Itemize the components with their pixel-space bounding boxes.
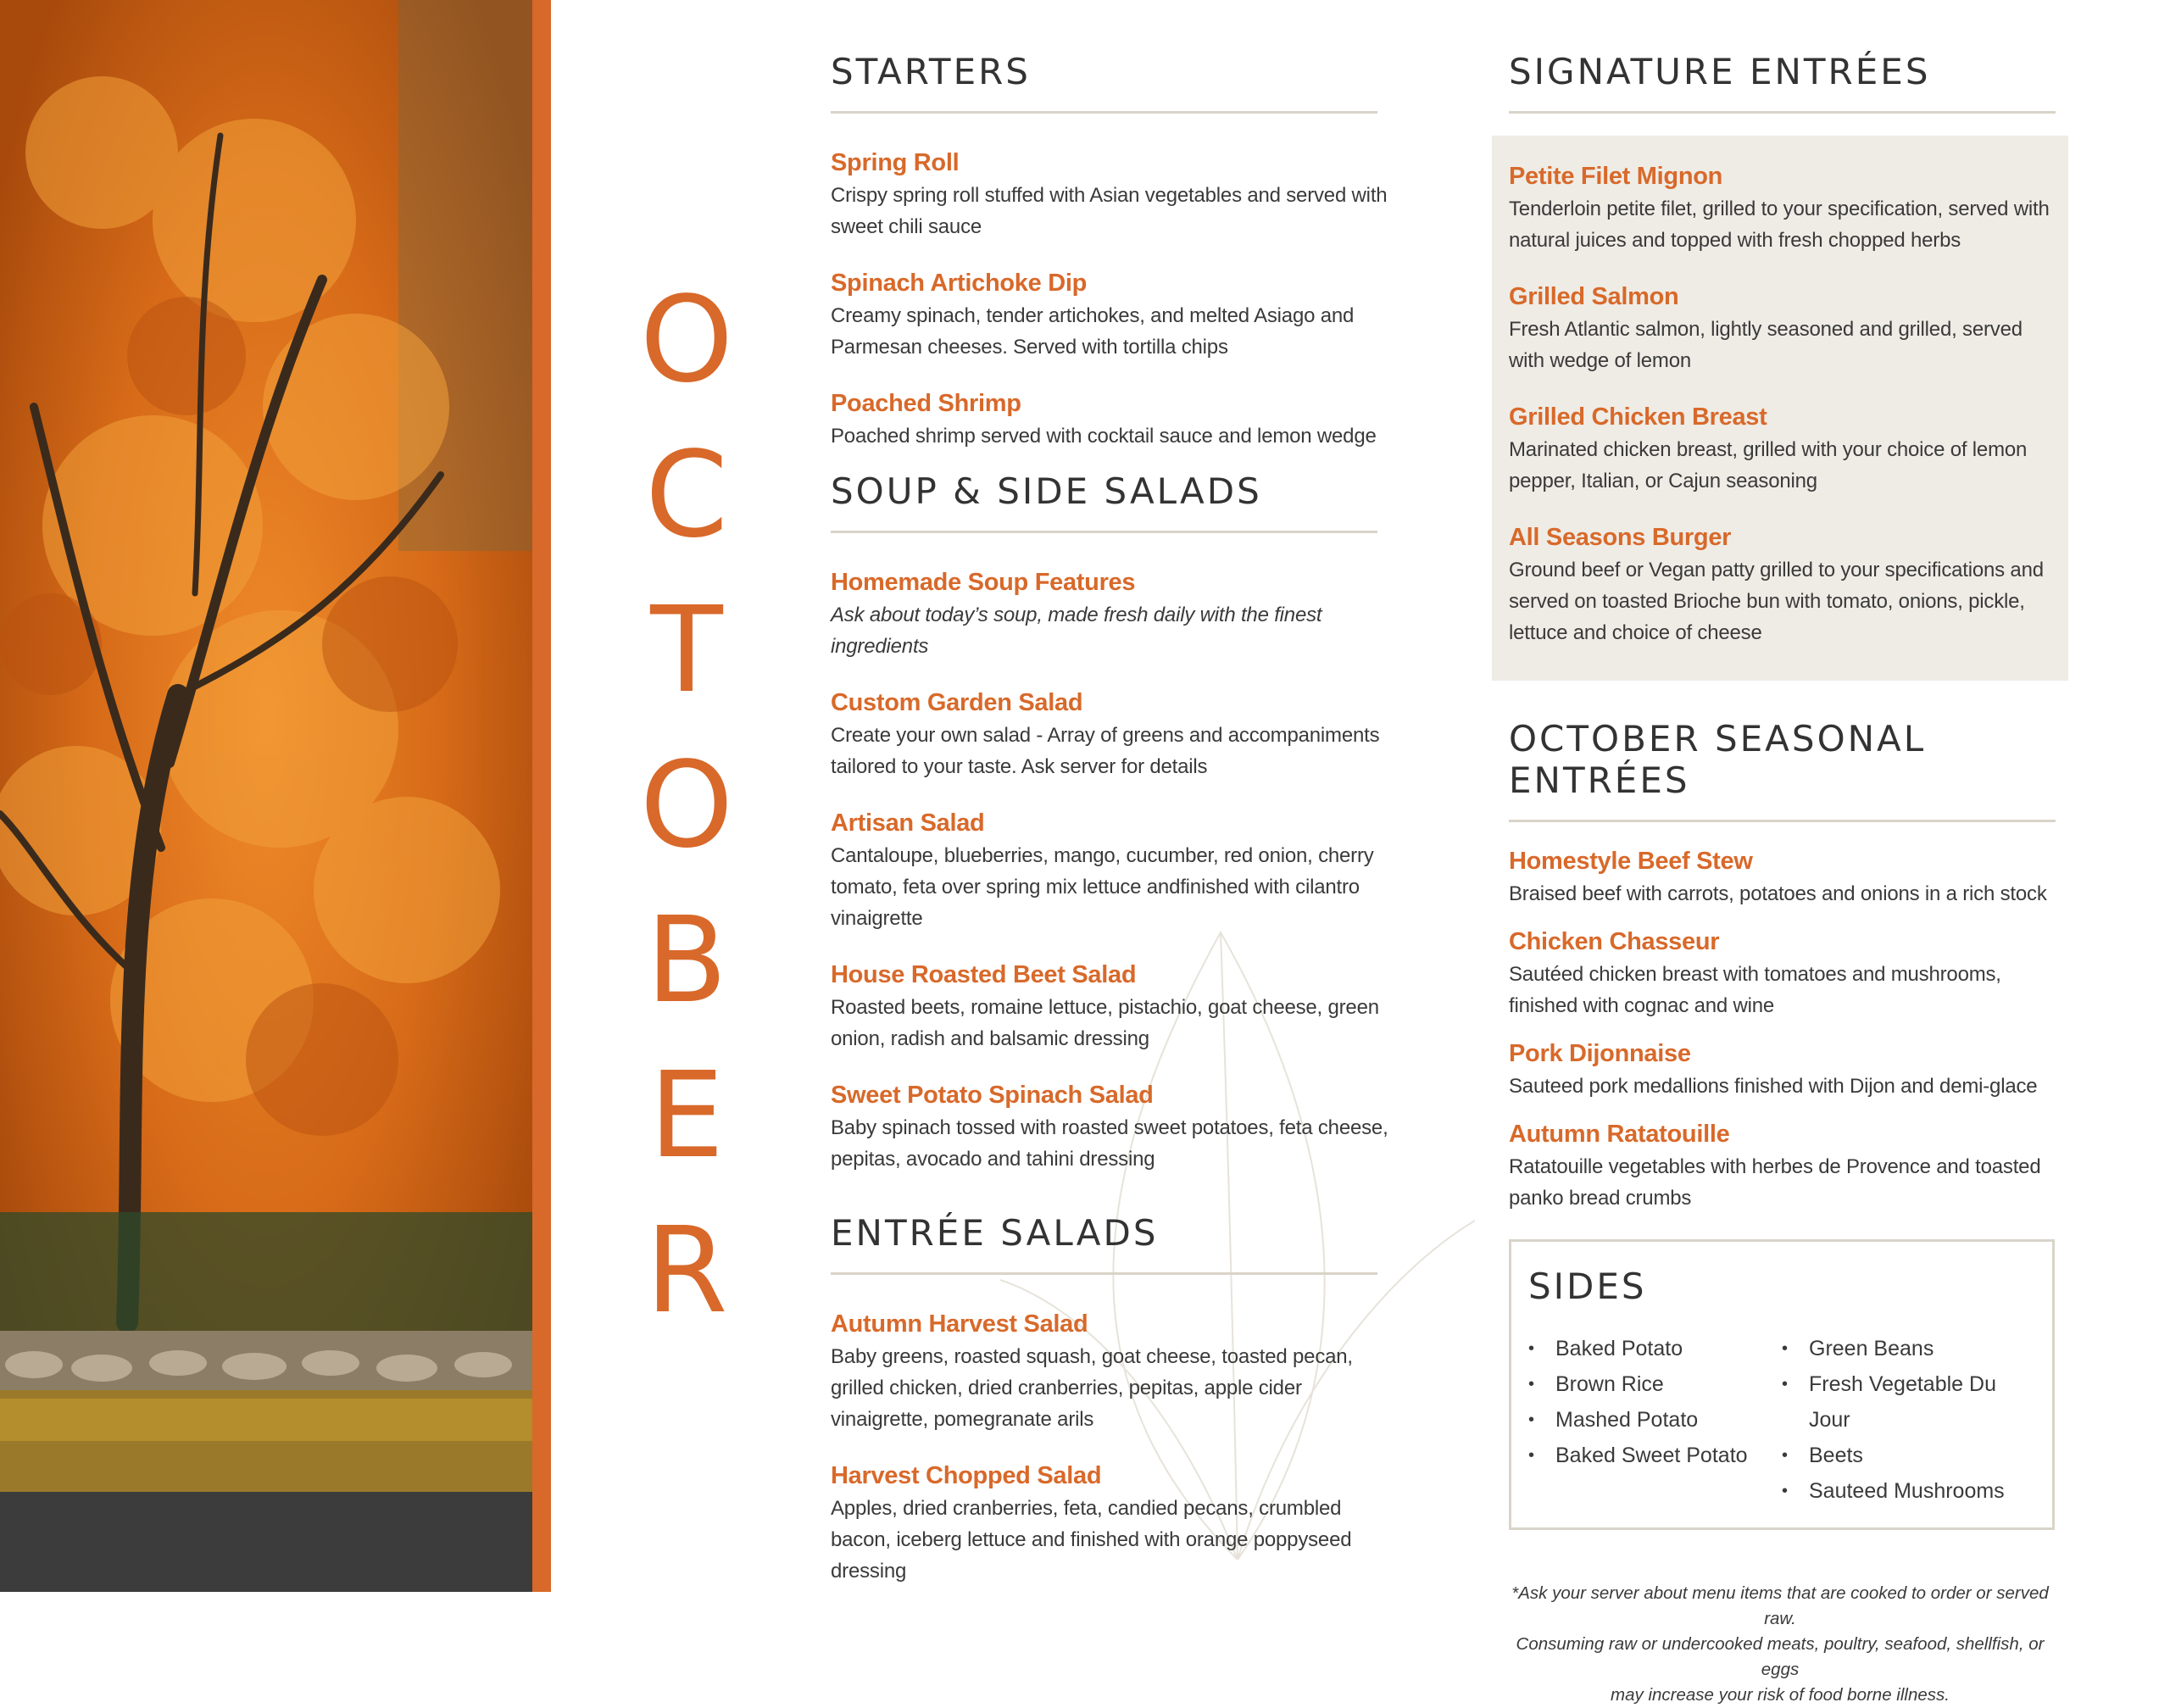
section-title: SIDES <box>1528 1266 1647 1307</box>
menu-item <box>1509 400 2051 497</box>
side-word-letter: T <box>650 581 723 720</box>
item-description: Tenderloin petite filet, grilled to your specification, served with natural juices and topped with fresh chopped herbs <box>1509 198 2050 252</box>
item-name: Spring Roll <box>831 149 960 176</box>
item-name: Harvest Chopped Salad <box>831 1462 1102 1489</box>
item-description: Baby spinach tossed with roasted sweet potatoes, feta cheese, pepitas, avocado and tahini dressing <box>831 1116 1388 1171</box>
item-name: Autumn Ratatouille <box>1509 1121 1730 1148</box>
food-safety-footnote <box>1509 1581 2051 1708</box>
item-name: Homemade Soup Features <box>831 569 1136 596</box>
menu-item <box>831 565 1394 662</box>
section-title: STARTERS <box>831 51 1377 114</box>
item-name: Custom Garden Salad <box>831 689 1083 716</box>
menu-item <box>1509 159 2051 256</box>
menu-item <box>1509 1037 2068 1102</box>
item-name: Autumn Harvest Salad <box>831 1310 1088 1338</box>
side-word-letter: O <box>639 271 734 409</box>
signature-entrees-section <box>1509 51 2068 681</box>
item-name: House Roasted Beet Salad <box>831 961 1137 988</box>
item-description: Braised beef with carrots, potatoes and onions in a rich stock <box>1509 882 2047 905</box>
seasonal-entrees-section <box>1509 718 2068 1214</box>
menu-item <box>831 266 1394 363</box>
menu-item <box>831 146 1394 242</box>
orange-accent-bar <box>532 0 551 1592</box>
item-description: Sautéed chicken breast with tomatoes and mushrooms, finished with cognac and wine <box>1509 963 2001 1017</box>
list-item: • Baked Sweet Potato <box>1528 1438 1782 1473</box>
item-name: Pork Dijonnaise <box>1509 1040 1691 1067</box>
autumn-tree-photo <box>0 0 532 1592</box>
item-description: Ground beef or Vegan patty grilled to your specifications and served on toasted Brioche bun with tomato, onions, pickle, lettuce and choice of cheese <box>1509 559 2044 644</box>
menu-item <box>831 958 1394 1054</box>
menu-item <box>1509 280 2051 376</box>
item-description: Apples, dried cranberries, feta, candied pecans, crumbled bacon, iceberg lettuce and finished with orange poppyseed dressing <box>831 1497 1352 1583</box>
item-name: Poached Shrimp <box>831 390 1021 417</box>
menu-right-column <box>1509 51 2068 1708</box>
sides-list <box>1528 1331 2035 1509</box>
side-word-letter: C <box>645 426 728 565</box>
menu-item <box>831 1307 1394 1435</box>
side-word-letter: B <box>645 892 728 1030</box>
side-word-letter: E <box>648 1047 725 1185</box>
list-item: • Fresh Vegetable Du Jour <box>1782 1366 2035 1438</box>
sides-list-left <box>1528 1331 1782 1509</box>
menu-item <box>1509 844 2068 910</box>
item-name: Petite Filet Mignon <box>1509 163 1723 190</box>
sides-list-right <box>1782 1331 2035 1509</box>
item-name: All Seasons Burger <box>1509 524 1732 551</box>
item-description: Ask about today’s soup, made fresh daily with the finest ingredients <box>831 604 1322 658</box>
item-description: Marinated chicken breast, grilled with your choice of lemon pepper, Italian, or Cajun seasoning <box>1509 438 2028 492</box>
footnote-line: Consuming raw or undercooked meats, poultry, seafood, shellfish, or eggs <box>1516 1634 2045 1679</box>
menu-item <box>1509 1117 2068 1214</box>
item-name: Spinach Artichoke Dip <box>831 270 1088 297</box>
item-name: Grilled Chicken Breast <box>1509 403 1767 431</box>
side-word-letter: O <box>639 737 734 875</box>
item-description: Baby greens, roasted squash, goat cheese, toasted pecan, grilled chicken, dried cranberries, pepitas, apple cider vinaigrette, pomegranate arils <box>831 1345 1353 1431</box>
item-description: Roasted beets, romaine lettuce, pistachio, goat cheese, green onion, radish and balsamic dressing <box>831 996 1379 1050</box>
menu-item <box>831 1459 1394 1587</box>
list-item: • Brown Rice <box>1528 1366 1782 1402</box>
entree-salads-section <box>831 1212 1394 1587</box>
list-item: • Mashed Potato <box>1528 1402 1782 1438</box>
menu-item <box>831 1078 1394 1175</box>
signature-panel <box>1492 136 2068 681</box>
footnote-line: *Ask your server about menu items that are cooked to order or served raw. <box>1511 1583 2049 1628</box>
item-description: Crispy spring roll stuffed with Asian vegetables and served with sweet chili sauce <box>831 184 1388 238</box>
side-word-vertical <box>632 263 742 1349</box>
item-name: Artisan Salad <box>831 809 985 837</box>
menu-item <box>1509 925 2068 1021</box>
item-name: Chicken Chasseur <box>1509 928 1720 955</box>
item-description: Create your own salad - Array of greens and accompaniments tailored to your taste. Ask server for details <box>831 724 1380 778</box>
item-description: Fresh Atlantic salmon, lightly seasoned and grilled, served with wedge of lemon <box>1509 318 2023 372</box>
menu-item <box>831 686 1394 782</box>
item-description: Sauteed pork medallions finished with Dijon and demi-glace <box>1509 1075 2038 1098</box>
tree-illustration <box>0 0 532 1592</box>
item-description: Ratatouille vegetables with herbes de Provence and toasted panko bread crumbs <box>1509 1155 2041 1210</box>
list-item: • Baked Potato <box>1528 1331 1782 1366</box>
item-name: Grilled Salmon <box>1509 283 1679 310</box>
section-title: SIGNATURE ENTRÉES <box>1509 51 2056 114</box>
section-title: OCTOBER SEASONAL ENTRÉES <box>1509 718 2056 822</box>
list-item: • Beets <box>1782 1438 2035 1473</box>
item-description: Poached shrimp served with cocktail sauce and lemon wedge <box>831 425 1377 448</box>
menu-left-column <box>831 51 1394 1611</box>
starters-section <box>831 51 1394 452</box>
section-title: ENTRÉE SALADS <box>831 1212 1377 1275</box>
soup-side-salads-section <box>831 470 1394 1175</box>
list-item: • Green Beans <box>1782 1331 2035 1366</box>
item-name: Homestyle Beef Stew <box>1509 848 1753 875</box>
item-description: Cantaloupe, blueberries, mango, cucumber, red onion, cherry tomato, feta over spring mix lettuce andfinished with cilantro vinaigrette <box>831 844 1374 930</box>
side-word-letter: R <box>645 1202 728 1340</box>
section-title: SOUP & SIDE SALADS <box>831 470 1377 533</box>
list-item: • Sauteed Mushrooms <box>1782 1473 2035 1509</box>
item-name: Sweet Potato Spinach Salad <box>831 1082 1154 1109</box>
menu-item <box>831 806 1394 934</box>
footnote-line: may increase your risk of food borne illness. <box>1611 1685 1950 1705</box>
item-description: Creamy spinach, tender artichokes, and melted Asiago and Parmesan cheeses. Served with tortilla chips <box>831 304 1355 359</box>
sides-section <box>1509 1239 2055 1530</box>
menu-item <box>1509 520 2051 648</box>
menu-item <box>831 387 1394 452</box>
